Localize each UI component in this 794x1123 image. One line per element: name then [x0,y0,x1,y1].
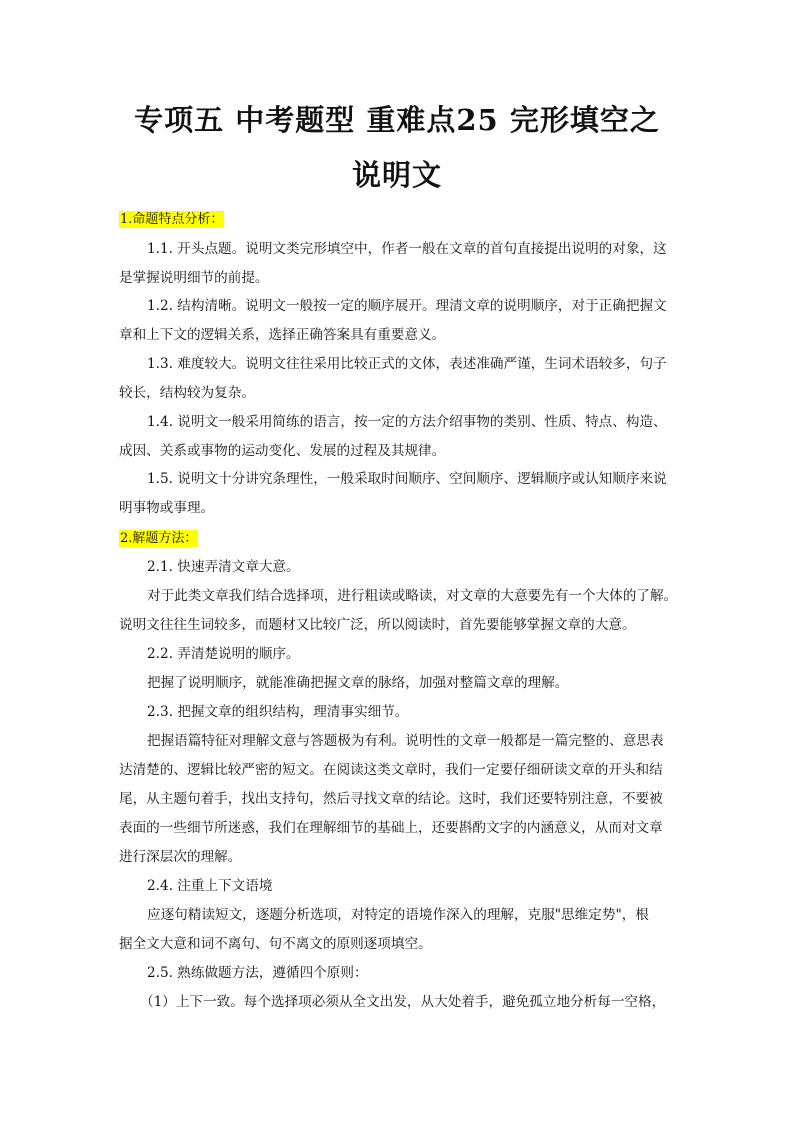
paragraph-line: 进行深层次的理解。 [119,849,242,865]
paragraph-line: 1.1. 开头点题。说明文类完形填空中，作者一般在文章的首句直接提出说明的对象，这 [147,241,667,257]
section-heading-1: 1.命题特点分析： [120,212,224,227]
subsection-label: 2.5. 熟练做题方法，遵循四个原则： [147,965,368,981]
paragraph-line: 成因、关系或事物的运动变化、发展的过程及其规律。 [119,443,446,459]
paragraph-line: 达清楚的、逻辑比较严密的短文。在阅读这类文章时，我们一定要仔细研读文章的开头和结 [119,762,663,778]
paragraph-line: 1.4. 说明文一般采用简练的语言，按一定的方法介绍事物的类别、性质、特点、构造、 [147,414,667,430]
paragraph-line: 表面的一些细节所迷惑，我们在理解细节的基础上，还要斟酌文字的内涵意义，从而对文章 [119,820,663,836]
paragraph-line: 据全文大意和词不离句、句不离文的原则逐项填空。 [119,936,432,952]
paragraph-line: 1.3. 难度较大。说明文往往采用比较正式的文体，表述准确严谨，生词术语较多，句子 [147,356,667,372]
paragraph-line: 对于此类文章我们结合选择项，进行粗读或略读，对文章的大意要先有一个大体的了解。 [147,588,678,604]
paragraph-line: （1）上下一致。每个选择项必须从全文出发，从大处着手，避免孤立地分析每一空格， [140,994,666,1010]
subsection-label: 2.1. 快速弄清文章大意。 [147,559,300,575]
subsection-label: 2.2. 弄清楚说明的顺序。 [147,646,300,662]
paragraph-line: 把握了说明顺序，就能准确把握文章的脉络，加强对整篇文章的理解。 [147,675,569,691]
paragraph-line: 说明文往往生词较多，而题材又比较广泛，所以阅读时，首先要能够掌握文章的大意。 [119,617,636,633]
paragraph-line: 尾，从主题句着手，找出支持句，然后寻找文章的结论。这时，我们还要特别注意，不要被 [119,791,663,807]
paragraph-line: 章和上下文的逻辑关系，选择正确答案具有重要意义。 [119,327,446,343]
subsection-label: 2.3. 把握文章的组织结构，理清事实细节。 [147,704,409,720]
paragraph-line: 1.5. 说明文十分讲究条理性，一般采取时间顺序、空间顺序、逻辑顺序或认知顺序来说 [147,471,667,487]
page-title-line2: 说明文 [351,158,442,192]
paragraph-line: 把握语篇特征对理解文意与答题极为有利。说明性的文章一般都是一篇完整的、意思表 [147,733,664,749]
subsection-label: 2.4. 注重上下文语境 [147,878,273,894]
page-title: 专项五 中考题型 重难点25 完形填空之 [134,103,660,137]
paragraph-line: 是掌握说明细节的前提。 [119,270,269,286]
paragraph-line: 明事物或事理。 [119,500,215,516]
paragraph-line: 1.2. 结构清晰。说明文一般按一定的顺序展开。理清文章的说明顺序，对于正确把握文 [147,298,667,314]
section-heading-2: 2.解题方法： [120,531,198,546]
paragraph-line: 应逐句精读短文，逐题分析选项，对特定的语境作深入的理解，克服"思维定势"，根 [147,907,649,923]
paragraph-line: 较长，结构较为复杂。 [119,385,255,401]
